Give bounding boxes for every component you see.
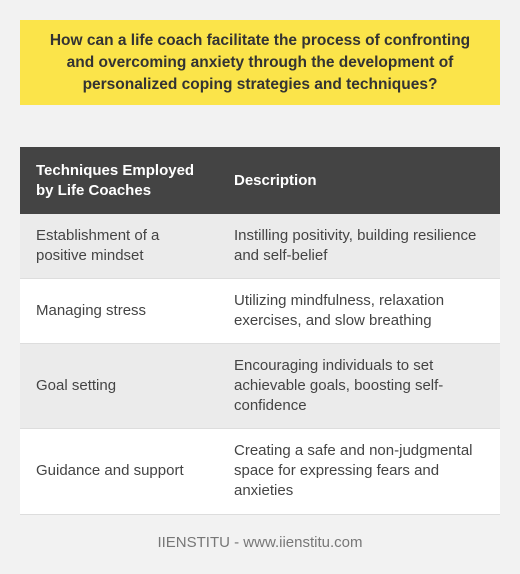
techniques-table <box>20 147 500 515</box>
question-text: How can a life coach facilitate the process of confronting and overcoming anxiety through the development of personalized coping strategies and techniques? <box>49 31 471 93</box>
table-header-row <box>20 147 500 214</box>
question-banner <box>20 20 500 105</box>
table-row <box>20 343 500 428</box>
description-cell: Encouraging individuals to set achievable goals, boosting self-confidence <box>218 343 500 428</box>
technique-cell: Goal setting <box>20 343 218 428</box>
description-cell: Creating a safe and non-judgmental space for expressing fears and anxieties <box>218 428 500 514</box>
technique-cell: Guidance and support <box>20 428 218 514</box>
table-row <box>20 428 500 514</box>
technique-cell: Establishment of a positive mindset <box>20 214 218 278</box>
description-cell: Utilizing mindfulness, relaxation exercises, and slow breathing <box>218 278 500 343</box>
table-row <box>20 214 500 278</box>
header-techniques: Techniques Employed by Life Coaches <box>20 147 218 214</box>
table-row <box>20 278 500 343</box>
technique-cell: Managing stress <box>20 278 218 343</box>
description-cell: Instilling positivity, building resilience and self-belief <box>218 214 500 278</box>
footer-credit: IIENSTITU - www.iienstitu.com <box>157 534 363 551</box>
header-description: Description <box>218 147 500 214</box>
